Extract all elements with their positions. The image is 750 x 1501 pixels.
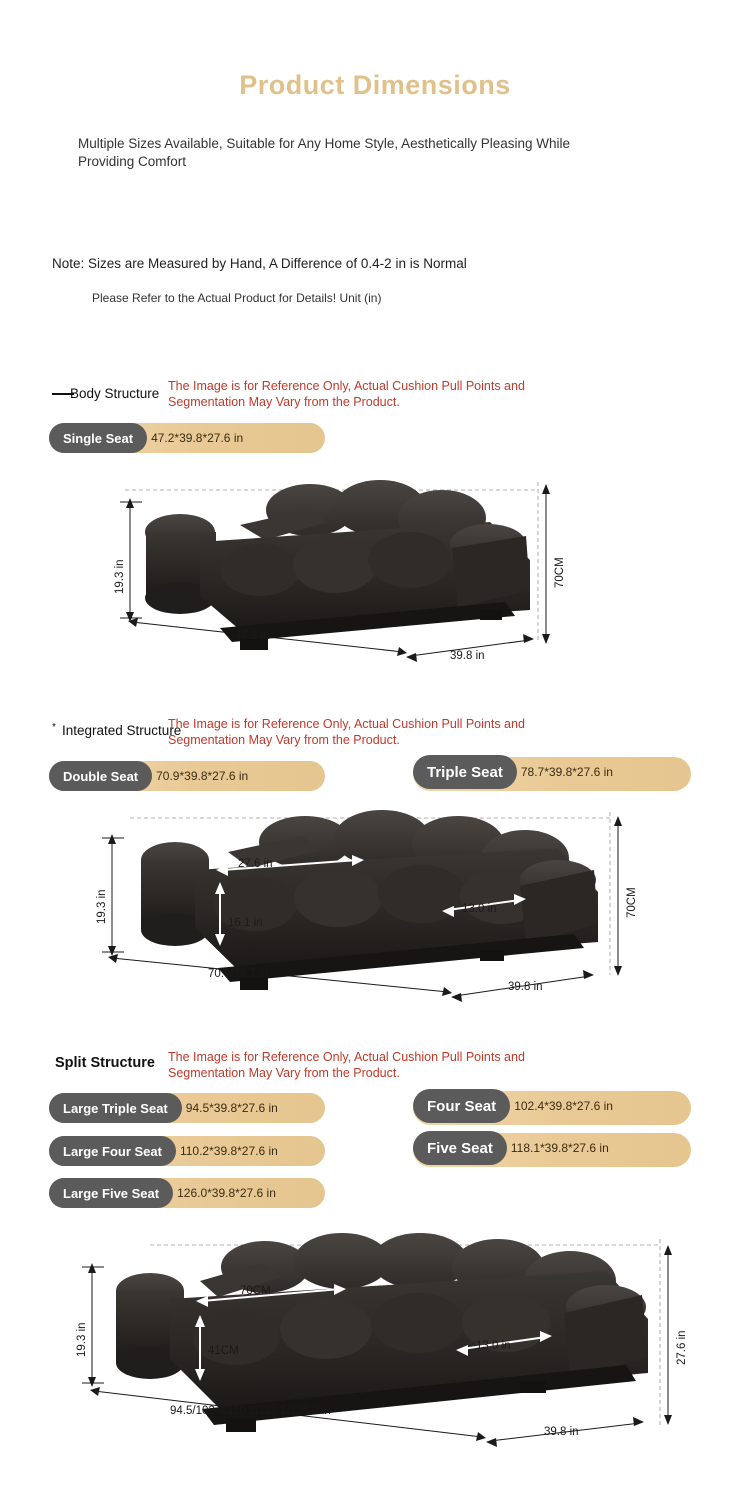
pill-label: Triple Seat	[413, 755, 517, 789]
page-subtitle: Multiple Sizes Available, Suitable for Any Home Style, Aesthetically Pleasing While Providing Comfort	[78, 136, 570, 170]
dim-width-2: 70.9/78.7 in	[208, 968, 269, 980]
diagram-integrated-structure	[50, 800, 710, 1020]
dim-seat-height-3: 41CM	[208, 1345, 239, 1357]
dim-seat-height-2: 16.1 in	[228, 917, 263, 929]
pill-four-seat[interactable]	[413, 1091, 613, 1121]
pill-label: Four Seat	[413, 1089, 510, 1123]
diagram-split-structure	[50, 1225, 730, 1475]
pill-large-four-seat[interactable]	[49, 1136, 278, 1166]
pill-triple-seat[interactable]	[413, 757, 613, 787]
measurement-note: Note: Sizes are Measured by Hand, A Difference of 0.4-2 in is Normal	[52, 256, 467, 271]
section-warning-2: The Image is for Reference Only, Actual Cushion Pull Points and Segmentation May Vary from the Product.	[168, 717, 525, 747]
diagram-single-seat	[60, 470, 690, 685]
dim-height-left-2: 19.3 in	[96, 889, 108, 924]
dim-seat-width-3: 70CM	[240, 1285, 271, 1297]
pill-label: Double Seat	[49, 761, 152, 791]
section-star-2: *	[52, 722, 56, 733]
pill-value: 118.1*39.8*27.6 in	[510, 1141, 609, 1155]
pill-label: Large Five Seat	[49, 1178, 173, 1208]
section-label-integrated-structure: Integrated Structure	[62, 723, 182, 738]
dim-arm-2: 13.0 in	[462, 903, 497, 915]
pill-label: Large Triple Seat	[49, 1093, 182, 1123]
dim-depth-1: 39.8 in	[450, 650, 485, 662]
dim-width-3: 94.5/102.4/110.2/118.1/126.0 in	[170, 1405, 331, 1417]
pill-label: Five Seat	[413, 1131, 507, 1165]
pill-label: Large Four Seat	[49, 1136, 176, 1166]
dim-depth-3: 39.8 in	[544, 1426, 579, 1438]
pill-value: 110.2*39.8*27.6 in	[179, 1144, 278, 1158]
pill-large-triple-seat[interactable]	[49, 1093, 278, 1123]
dim-height-left-1: 19.3 in	[114, 559, 126, 594]
dim-height-right-1: 70CM	[554, 557, 566, 588]
pill-single-seat[interactable]	[49, 423, 243, 453]
dim-seat-width-2: 27.6 in	[238, 858, 273, 870]
pill-value: 47.2*39.8*27.6 in	[151, 431, 244, 445]
page-title: Product Dimensions	[239, 70, 511, 100]
pill-label: Single Seat	[49, 423, 147, 453]
dim-height-right-3: 27.6 in	[676, 1330, 688, 1365]
dim-depth-2: 39.8 in	[508, 981, 543, 993]
pill-value: 126.0*39.8*27.6 in	[177, 1186, 276, 1200]
section-label-split-structure: Split Structure	[55, 1055, 155, 1071]
dim-width-1: 47.2 in	[235, 630, 270, 642]
pill-value: 94.5*39.8*27.6 in	[185, 1101, 278, 1115]
dim-height-right-2: 70CM	[626, 887, 638, 918]
pill-five-seat[interactable]	[413, 1133, 609, 1163]
dim-height-left-3: 19.3 in	[76, 1322, 88, 1357]
pill-large-five-seat[interactable]	[49, 1178, 276, 1208]
section-warning-3: The Image is for Reference Only, Actual Cushion Pull Points and Segmentation May Vary from the Product.	[168, 1050, 525, 1080]
pill-value: 102.4*39.8*27.6 in	[514, 1099, 613, 1113]
pill-double-seat[interactable]	[49, 761, 248, 791]
dim-arm-3: 13.0 in	[476, 1340, 511, 1352]
section-warning-1: The Image is for Reference Only, Actual Cushion Pull Points and Segmentation May Vary from the Product.	[168, 379, 525, 409]
section-label-body-structure: Body Structure	[70, 386, 160, 401]
actual-product-note: Please Refer to the Actual Product for Details! Unit (in)	[92, 291, 382, 305]
pill-value: 70.9*39.8*27.6 in	[156, 769, 249, 783]
pill-value: 78.7*39.8*27.6 in	[520, 765, 613, 779]
